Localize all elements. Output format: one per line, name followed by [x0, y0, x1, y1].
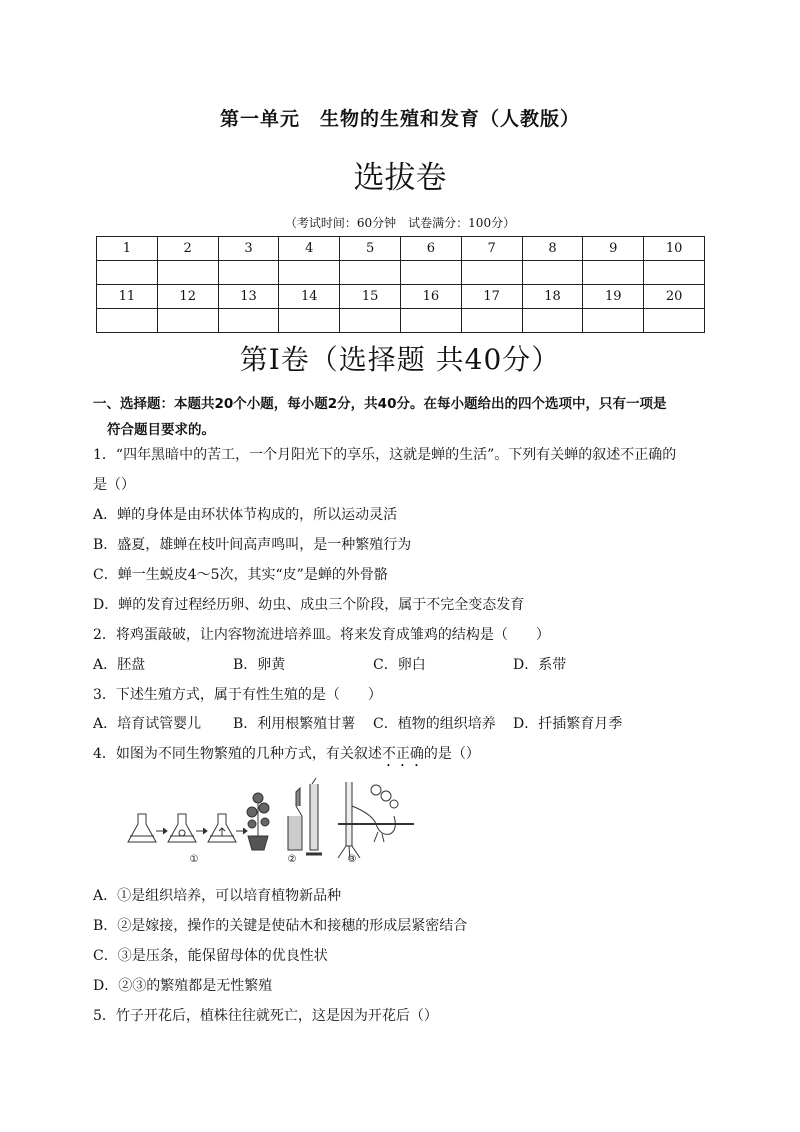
answer-blank-cell[interactable]	[157, 309, 218, 333]
q3-stem: 3．下述生殖方式，属于有性生殖的是（ ）	[93, 687, 382, 703]
q2-option-d[interactable]: D．系带	[513, 657, 567, 673]
potted-plant	[247, 793, 269, 850]
q1-option-b[interactable]: B．盛夏，雄蝉在枝叶间高声鸣叫，是一种繁殖行为	[93, 537, 412, 553]
tissue-culture-flask-1	[128, 814, 156, 842]
answer-number-cell: 6	[400, 237, 461, 261]
figure-label-2: ②	[287, 854, 297, 865]
section-instruction	[93, 391, 713, 443]
q2-stem: 2．将鸡蛋敲破，让内容物流进培养皿。将来发育成雏鸡的结构是（ ）	[93, 627, 550, 643]
answer-blank-cell[interactable]	[218, 261, 279, 285]
answer-number-cell: 8	[522, 237, 583, 261]
answer-blank-cell[interactable]	[400, 309, 461, 333]
answer-blank-cell[interactable]	[400, 261, 461, 285]
q5-stem: 5．竹子开花后，植株往往就死亡，这是因为开花后（）	[93, 1008, 438, 1024]
answer-number-cell: 19	[583, 285, 644, 309]
q3-option-b[interactable]: B．利用根繁殖甘薯	[233, 716, 356, 732]
answer-number-cell: 9	[583, 237, 644, 261]
answer-table-blank-row-2	[97, 309, 705, 333]
answer-table-header-row-2	[97, 285, 705, 309]
answer-number-cell: 7	[461, 237, 522, 261]
answer-number-cell: 18	[522, 285, 583, 309]
answer-blank-cell[interactable]	[522, 261, 583, 285]
q4-stem-emphasis: 不正确	[381, 746, 424, 762]
answer-table-blank-row-1	[97, 261, 705, 285]
answer-number-cell: 14	[279, 285, 340, 309]
paper-subtitle: 选拔卷	[353, 160, 447, 196]
answer-blank-cell[interactable]	[97, 261, 158, 285]
q1-stem-line-1: 1．“四年黑暗中的苦工，一个月阳光下的享乐，这就是蝉的生活”。下列有关蝉的叙述不正确的	[93, 447, 677, 463]
q4-stem-after: 的是（）	[423, 746, 480, 762]
answer-number-cell: 12	[157, 285, 218, 309]
q4-stem-before: 4．如图为不同生物繁殖的几种方式，有关叙述	[93, 746, 382, 762]
q1-option-c[interactable]: C．蝉一生蜕皮4～5次，其实“皮”是蝉的外骨骼	[93, 567, 388, 583]
answer-number-cell: 4	[279, 237, 340, 261]
answer-blank-cell[interactable]	[644, 309, 705, 333]
answer-number-cell: 3	[218, 237, 279, 261]
q2-option-b[interactable]: B．卵黄	[233, 657, 286, 673]
answer-number-cell: 1	[97, 237, 158, 261]
q3-option-a[interactable]: A．培育试管婴儿	[93, 716, 202, 732]
tissue-culture-flask-2	[168, 814, 196, 842]
section-title: 第Ⅰ卷（选择题 共40分）	[239, 343, 561, 376]
q1-option-a[interactable]: A．蝉的身体是由环状体节构成的，所以运动灵活	[93, 507, 398, 523]
instruction-line-2: 符合题目要求的。	[107, 422, 215, 438]
answer-blank-cell[interactable]	[97, 309, 158, 333]
q2-option-c[interactable]: C．卵白	[373, 657, 426, 673]
layering-illustration	[338, 782, 414, 860]
grafting-illustration	[288, 778, 322, 854]
figure-label-3: ③	[347, 854, 357, 865]
q4-option-a[interactable]: A．①是组织培养，可以培育植物新品种	[93, 888, 342, 904]
answer-number-cell: 20	[644, 285, 705, 309]
answer-number-cell: 17	[461, 285, 522, 309]
answer-blank-cell[interactable]	[583, 309, 644, 333]
instruction-line-1: 一、选择题：本题共20个小题，每小题2分，共40分。在每小题给出的四个选项中，只有一项是	[93, 396, 667, 412]
answer-blank-cell[interactable]	[218, 309, 279, 333]
answer-blank-cell[interactable]	[279, 261, 340, 285]
answer-blank-cell[interactable]	[340, 261, 401, 285]
reproduction-methods-figure	[124, 776, 424, 866]
answer-number-cell: 11	[97, 285, 158, 309]
exam-info: （考试时间：60分钟 试卷满分：100分）	[284, 216, 516, 230]
answer-blank-cell[interactable]	[644, 261, 705, 285]
answer-blank-cell[interactable]	[461, 309, 522, 333]
q3-option-d[interactable]: D．扦插繁育月季	[513, 716, 623, 732]
q3-option-c[interactable]: C．植物的组织培养	[373, 716, 496, 732]
answer-number-cell: 2	[157, 237, 218, 261]
answer-blank-cell[interactable]	[583, 261, 644, 285]
answer-blank-cell[interactable]	[522, 309, 583, 333]
q1-option-d[interactable]: D．蝉的发育过程经历卵、幼虫、成虫三个阶段，属于不完全变态发育	[93, 597, 525, 613]
answer-number-cell: 15	[340, 285, 401, 309]
figure-label-1: ①	[189, 854, 199, 865]
answer-number-cell: 16	[400, 285, 461, 309]
q1-stem-line-2: 是（）	[93, 477, 135, 493]
unit-title: 第一单元 生物的生殖和发育（人教版）	[219, 108, 580, 130]
answer-number-cell: 10	[644, 237, 705, 261]
q4-stem	[93, 744, 713, 770]
answer-number-cell: 13	[218, 285, 279, 309]
q4-option-c[interactable]: C．③是压条，能保留母体的优良性状	[93, 948, 328, 964]
q4-option-d[interactable]: D．②③的繁殖都是无性繁殖	[93, 978, 273, 994]
q2-option-a[interactable]: A．胚盘	[93, 657, 146, 673]
answer-number-cell: 5	[340, 237, 401, 261]
answer-blank-cell[interactable]	[461, 261, 522, 285]
tissue-culture-flask-3	[208, 814, 236, 842]
answer-blank-cell[interactable]	[279, 309, 340, 333]
q4-option-b[interactable]: B．②是嫁接，操作的关键是使砧木和接穗的形成层紧密结合	[93, 918, 468, 934]
answer-table	[96, 236, 705, 333]
answer-table-header-row-1	[97, 237, 705, 261]
answer-blank-cell[interactable]	[340, 309, 401, 333]
answer-blank-cell[interactable]	[157, 261, 218, 285]
